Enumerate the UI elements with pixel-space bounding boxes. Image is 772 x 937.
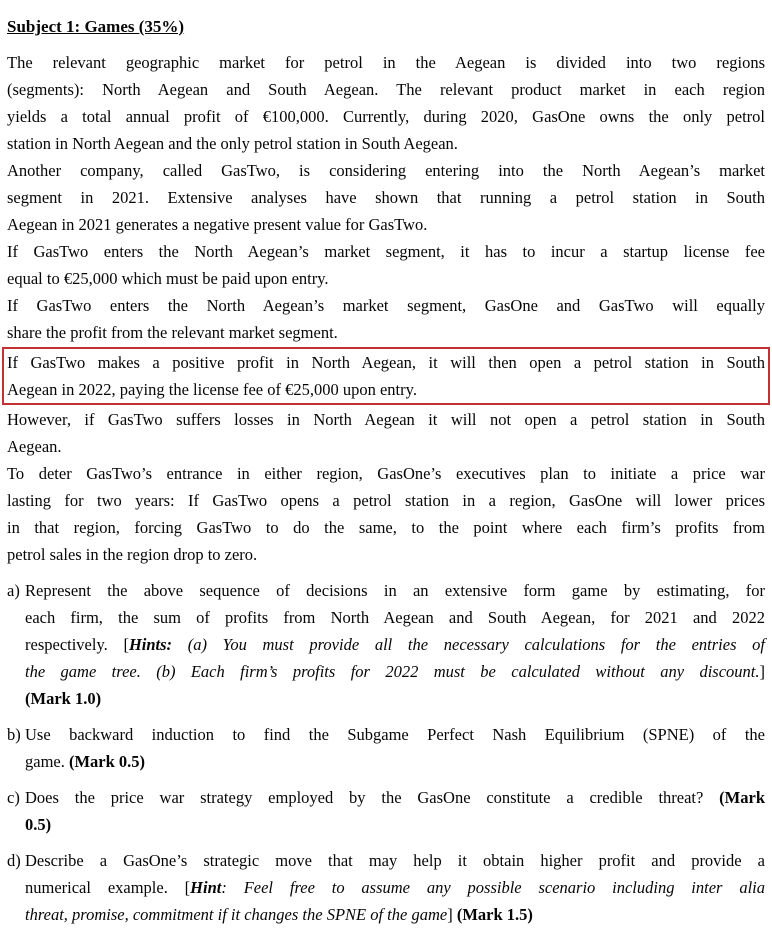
text-run: Hint — [190, 878, 222, 897]
text-run: game. — [25, 752, 69, 771]
question-item-c — [7, 784, 765, 838]
text-line — [25, 631, 765, 658]
text-run: equal to €25,000 which must be paid upon entry. — [7, 269, 329, 288]
text-run: in that region, forcing GasTwo to do the same, to the point where each firm’s profits from — [7, 518, 765, 537]
text-line — [7, 514, 765, 541]
text-line — [7, 349, 765, 376]
text-line — [25, 847, 765, 874]
text-run: If GasTwo enters the North Aegean’s market segment, it has to incur a startup license fee — [7, 242, 765, 261]
text-line — [7, 238, 765, 265]
text-run: Aegean in 2022, paying the license fee of €25,000 upon entry. — [7, 380, 417, 399]
text-run: Represent the above sequence of decisions in an extensive form game by estimating, for — [25, 581, 765, 600]
text-run: (Mark — [719, 788, 765, 807]
text-run: (segments): North Aegean and South Aegean. The relevant product market in each region — [7, 80, 765, 99]
text-line — [25, 577, 765, 604]
text-run: petrol sales in the region drop to zero. — [7, 545, 258, 564]
text-line — [25, 784, 765, 811]
text-line — [7, 157, 765, 184]
text-run: segment in 2021. Extensive analyses have shown that running a petrol station in South — [7, 188, 765, 207]
highlighted-paragraph — [2, 347, 770, 405]
text-run: If GasTwo enters the North Aegean’s market segment, GasOne and GasTwo will equally — [7, 296, 765, 315]
text-line — [7, 460, 765, 487]
text-run: threat, promise, commitment if it changes the SPNE of the game — [25, 905, 448, 924]
text-run: (a) You must provide all the necessary calculations for the entries of — [172, 635, 766, 654]
text-run: Another company, called GasTwo, is considering entering into the North Aegean’s market — [7, 161, 765, 180]
text-run: the game tree. (b) Each firm’s profits for 2022 must be calculated without any discount. — [25, 662, 760, 681]
text-line — [25, 811, 765, 838]
body-paragraphs — [7, 49, 765, 568]
text-run: 0.5) — [25, 815, 52, 834]
text-line — [7, 76, 765, 103]
text-line — [25, 604, 765, 631]
text-run: share the profit from the relevant market segment. — [7, 323, 338, 342]
question-list — [7, 577, 765, 928]
text-line — [25, 874, 765, 901]
text-line — [7, 376, 765, 403]
text-line — [25, 658, 765, 685]
text-line — [25, 748, 765, 775]
text-run: (Mark 1.0) — [25, 689, 102, 708]
text-run: However, if GasTwo suffers losses in North Aegean it will not open a petrol station in South — [7, 410, 765, 429]
text-run: each firm, the sum of profits from North Aegean and South Aegean, for 2021 and 2022 — [25, 608, 765, 627]
paragraph — [7, 292, 765, 346]
question-item-b — [7, 721, 765, 775]
text-line — [7, 541, 765, 568]
text-line — [25, 685, 765, 712]
text-run: lasting for two years: If GasTwo opens a petrol station in a region, GasOne will lower prices — [7, 491, 765, 510]
text-line — [7, 49, 765, 76]
text-run: ] — [447, 905, 457, 924]
paragraph — [7, 460, 765, 568]
text-run: yields a total annual profit of €100,000. Currently, during 2020, GasOne owns the only petrol — [7, 107, 765, 126]
page-title: Subject 1: Games (35%) — [7, 17, 185, 36]
text-run: respectively. [ — [25, 635, 129, 654]
text-run: numerical example. [ — [25, 878, 191, 897]
text-run: Aegean. — [7, 437, 62, 456]
text-line — [7, 103, 765, 130]
text-line — [7, 184, 765, 211]
paragraph — [7, 49, 765, 157]
text-line — [25, 721, 765, 748]
paragraph — [7, 157, 765, 238]
text-run: station in North Aegean and the only petrol station in South Aegean. — [7, 134, 458, 153]
text-run: Does the price war strategy employed by the GasOne constitute a credible threat? — [25, 788, 720, 807]
text-run: Describe a GasOne’s strategic move that may help it obtain higher profit and provide a — [25, 851, 765, 870]
text-line — [7, 433, 765, 460]
paragraph — [7, 406, 765, 460]
question-label: c) — [7, 788, 20, 807]
text-run: (Mark 1.5) — [456, 905, 533, 924]
paragraph — [7, 238, 765, 292]
question-label: a) — [7, 581, 20, 600]
text-run: Hints: — [128, 635, 173, 654]
text-run: Use backward induction to find the Subgame Perfect Nash Equilibrium (SPNE) of the — [25, 725, 765, 744]
text-line — [7, 211, 765, 238]
text-line — [7, 319, 765, 346]
question-label: d) — [7, 851, 21, 870]
text-run: To deter GasTwo’s entrance in either region, GasOne’s executives plan to initiate a price war — [7, 464, 765, 483]
text-run: (Mark 0.5) — [68, 752, 146, 771]
text-line — [7, 130, 765, 157]
text-line — [7, 487, 765, 514]
question-label: b) — [7, 725, 21, 744]
text-run: The relevant geographic market for petrol in the Aegean is divided into two regions — [7, 53, 765, 72]
text-line — [25, 901, 765, 928]
text-run: ] — [759, 662, 765, 681]
text-run: If GasTwo makes a positive profit in North Aegean, it will then open a petrol station in South — [7, 353, 765, 372]
question-item-a — [7, 577, 765, 712]
text-run: : Feel free to assume any possible scenario including inter alia — [221, 878, 765, 897]
text-line — [7, 292, 765, 319]
question-item-d — [7, 847, 765, 928]
text-line — [7, 406, 765, 433]
text-line — [7, 265, 765, 292]
text-run: Aegean in 2021 generates a negative present value for GasTwo. — [7, 215, 428, 234]
